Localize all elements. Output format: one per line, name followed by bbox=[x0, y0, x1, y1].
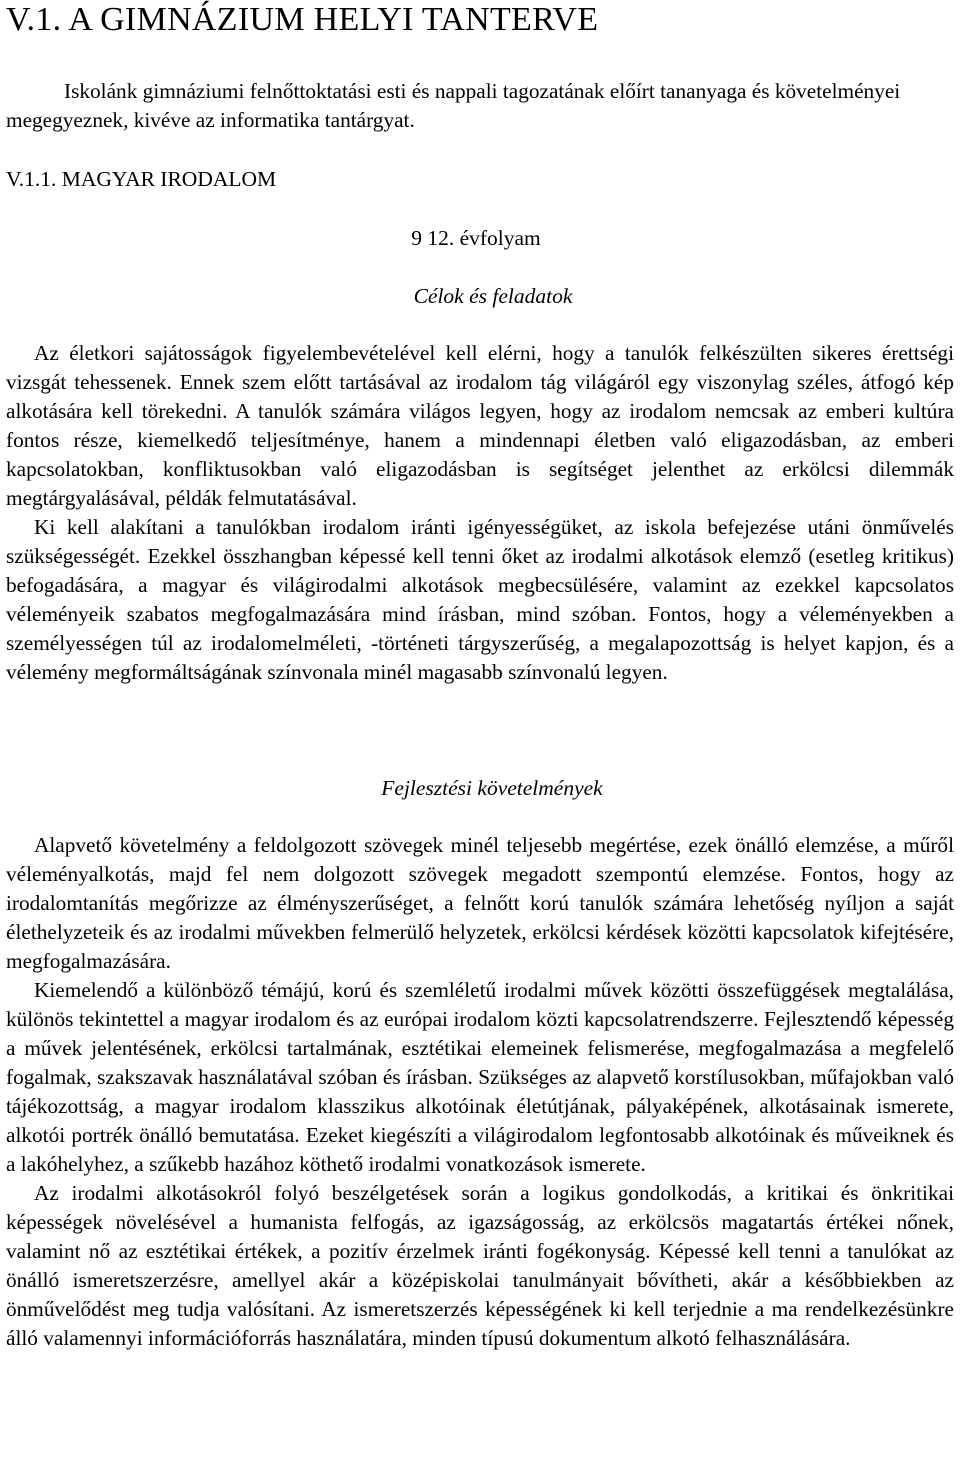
goals-paragraph: Az életkori sajátosságok figyelembevételével kell elérni, hogy a tanulók felkészülten sikeres érettségi vizsgát tehessenek. Ennek szem előtt tartásával az irodalom tág világáról egy viszonylag széles, átfogó kép alkotására kell törekedni. A tanulók számára világos legyen, hogy az irodalom nemcsak az emberi kultúra fontos része, kiemelkedő teljesítménye, hanem a mindennapi életben való eligazodásban, az emberi kapcsolatokban, konfliktusokban való eligazodásban is segítséget jelenthet az erkölcsi dilemmák megtárgyalásával, példák felmutatásával. bbox=[6, 341, 954, 510]
requirements-heading: Fejlesztési követelmények bbox=[381, 776, 603, 800]
requirements-paragraph: Az irodalmi alkotásokról folyó beszélgetések során a logikus gondolkodás, a kritikai és önkritikai képességek növelésével a humanista felfogás, az igazságosság, az erkölcsös magatartás értékei nőnek, valamint nő az esztétikai értékek, a pozitív érzelmek iránti fogékonyság. Képessé kell tenni a tanulókat az önálló ismeretszerzésre, amellyel akár a középiskolai tanulmányait bővítheti, akár a későbbiekben az önművelődést meg tudja valósítani. Az ismeretszerzés képességének ki kell terjednie a ma rendelkezésünkre álló valamennyi információforrás használatára, minden típusú dokumentum alkotó felhasználására. bbox=[6, 1181, 954, 1350]
goals-paragraph: Ki kell alakítani a tanulókban irodalom iránti igényességüket, az iskola befejezése utáni önművelés szükségességét. Ezekkel összhangban képessé kell tenni őket az irodalmi alkotások elemző (esetleg kritikus) befogadására, a magyar és világirodalmi alkotások megbecsülésére, valamint az ezekkel kapcsolatos véleményeik szabatos megfogalmazására mind írásban, mind szóban. Fontos, hogy a véleményekben a személyességen túl az irodalomelméleti, -történeti tárgyszerűség, a megalapozottság is helyet kapjon, és a vélemény megformáltságának színvonala minél magasabb színvonalú legyen. bbox=[6, 515, 954, 684]
grade-range: 9 12. évfolyam bbox=[411, 226, 541, 250]
requirements-paragraph: Alapvető követelmény a feldolgozott szövegek minél teljesebb megértése, ezek önálló elemzése, a műről véleményalkotás, majd fel nem dolgozott szövegek megadott szempontú elemzése. Fontos, hogy az irodalomtanítás megőrizze az élményszerűséget, a felnőtt korú tanulók számára lehetőség nyíljon a saját élethelyzeteik és az irodalmi művekben felmerülő helyzetek, erkölcsi kérdések közötti kapcsolatok kifejtésére, megfogalmazására. bbox=[6, 833, 954, 973]
goals-heading: Célok és feladatok bbox=[413, 284, 573, 308]
requirements-section bbox=[6, 831, 954, 1353]
requirements-paragraph: Kiemelendő a különböző témájú, korú és szemléletű irodalmi művek közötti összefüggések megtalálása, különös tekintettel a magyar irodalom és az európai irodalom közti kapcsolatrendszerre. Fejlesztendő képesség a művek jelentésének, erkölcsi tartalmának, esztétikai elemeinek felismerése, megfogalmazása a megfelelő fogalmak, szakszavak használatával szóban és írásban. Szükséges az alapvető korstílusokban, műfajokban való tájékozottság, a magyar irodalom klasszikus alkotóinak életútjának, pályaképének, alkotásainak ismerete, alkotói portrék önálló bemutatása. Ezeket kiegészíti a világirodalom legfontosabb alkotóinak és műveiknek és a lakóhelyhez, a szűkebb hazához köthető irodalmi vonatkozások ismerete. bbox=[6, 978, 954, 1176]
document-title: V.1. A GIMNÁZIUM HELYI TANTERVE bbox=[6, 1, 599, 38]
subsection-title: V.1.1. MAGYAR IRODALOM bbox=[6, 167, 277, 191]
intro-paragraph: Iskolánk gimnáziumi felnőttoktatási esti és nappali tagozatának előírt tananyaga és követelményei megegyeznek, kivéve az informatika tantárgyat. bbox=[6, 79, 901, 132]
goals-section bbox=[6, 339, 954, 687]
